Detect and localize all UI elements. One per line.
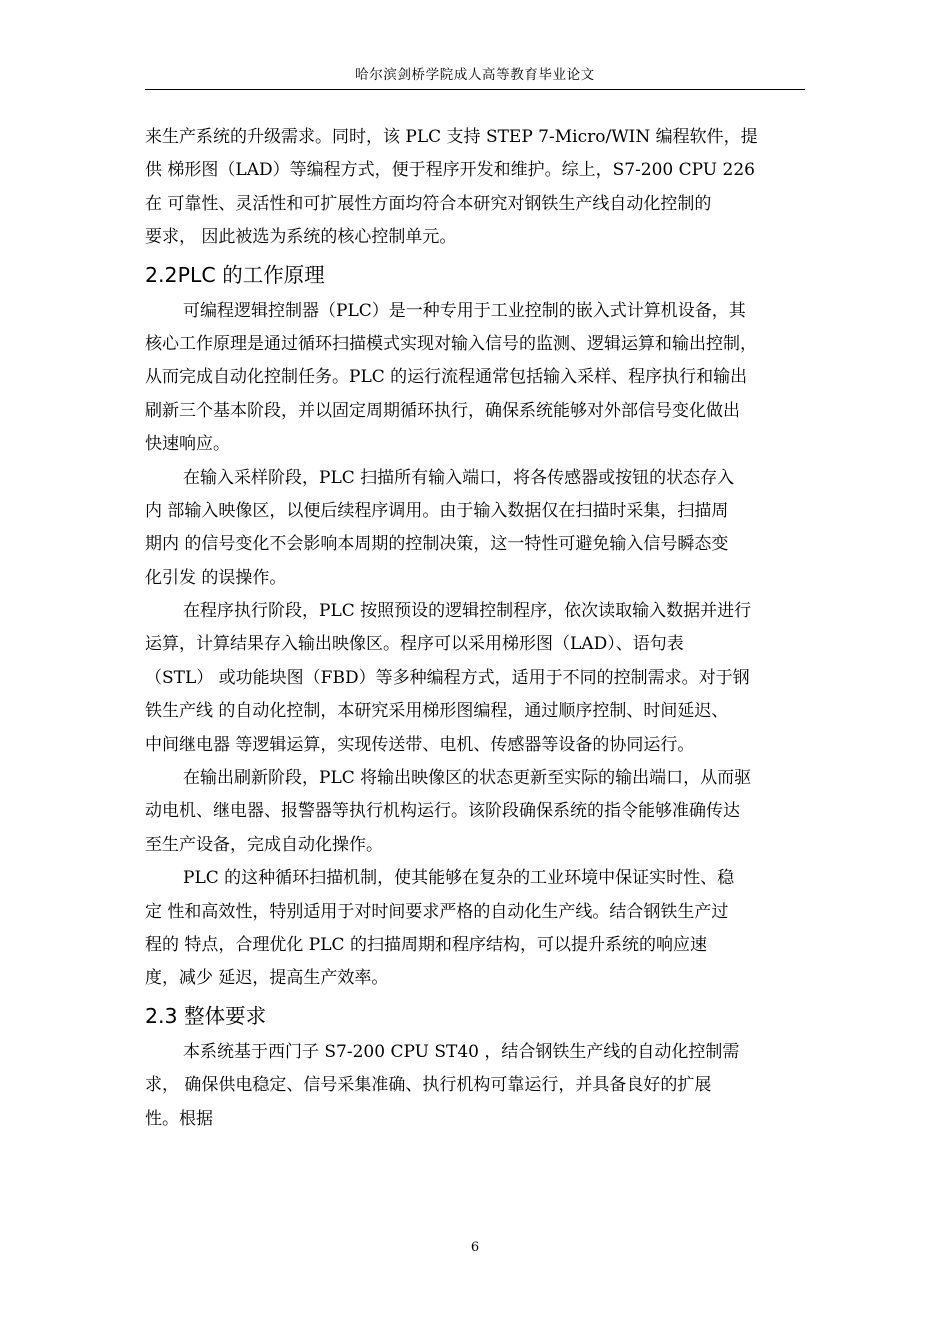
paragraph-output-refresh	[145, 762, 805, 862]
text-line: 中间继电器 等逻辑运算，实现传送带、电机、传感器等设备的协同运行。	[145, 734, 695, 755]
text-line: 铁生产线 的自动化控制，本研究采用梯形图编程，通过顺序控制、时间延迟、	[145, 701, 729, 722]
text-line: 在程序执行阶段，PLC 按照预设的逻辑控制程序，依次读取输入数据并进行	[183, 601, 752, 622]
header-divider	[145, 89, 805, 90]
text-line: 程的 特点，合理优化 PLC 的扫描周期和程序结构，可以提升系统的响应速	[145, 934, 707, 955]
text-line: 度，减少 延迟，提高生产效率。	[145, 968, 389, 989]
body-text	[145, 121, 805, 1136]
text-line: 至生产设备，完成自动化操作。	[145, 834, 383, 855]
text-line: 从而完成自动化控制任务。PLC 的运行流程通常包括输入采样、程序执行和输出	[145, 367, 748, 388]
page-number: 6	[470, 1240, 480, 1255]
page-header: 哈尔滨剑桥学院成人高等教育毕业论文	[355, 67, 595, 83]
section-heading-2-2: 2.2PLC 的工作原理	[145, 262, 325, 287]
paragraph-scan-mechanism	[145, 862, 805, 996]
text-line: （STL） 或功能块图（FBD）等多种编程方式，适用于不同的控制需求。对于钢	[145, 667, 750, 688]
text-line: 本系统基于西门子 S7-200 CPU ST40 ，结合钢铁生产线的自动化控制需	[183, 1041, 740, 1062]
paragraph-overall-requirements	[145, 1036, 805, 1136]
text-line: 可编程逻辑控制器（PLC）是一种专用于工业控制的嵌入式计算机设备，其	[183, 300, 746, 321]
text-line: 动电机、继电器、报警器等执行机构运行。该阶段确保系统的指令能够准确传达	[145, 801, 740, 822]
text-line: 在输入采样阶段，PLC 扫描所有输入端口，将各传感器或按钮的状态存入	[183, 467, 735, 488]
text-line: PLC 的这种循环扫描机制，使其能够在复杂的工业环境中保证实时性、稳	[183, 868, 735, 889]
paragraph-plc-intro	[145, 295, 805, 462]
text-line: 性。根据	[145, 1108, 213, 1129]
text-line: 快速响应。	[145, 434, 230, 455]
paragraph-program-execution	[145, 595, 805, 762]
paragraph-input-sampling	[145, 462, 805, 596]
section-heading-2-3: 2.3 整体要求	[145, 1003, 267, 1028]
text-line: 化引发 的误操作。	[145, 567, 287, 588]
text-line: 刷新三个基本阶段，并以固定周期循环执行，确保系统能够对外部信号变化做出	[145, 400, 740, 421]
text-line: 在 可靠性、灵活性和可扩展性方面均符合本研究对钢铁生产线自动化控制的	[145, 193, 712, 214]
paragraph-continuation	[145, 121, 805, 255]
text-line: 在输出刷新阶段，PLC 将输出映像区的状态更新至实际的输出端口，从而驱	[183, 768, 752, 789]
text-line: 运算，计算结果存入输出映像区。程序可以采用梯形图（LAD）、语句表	[145, 634, 684, 655]
text-line: 供 梯形图（LAD）等编程方式，便于程序开发和维护。综上，S7-200 CPU 226	[145, 160, 755, 181]
text-line: 期内 的信号变化不会影响本周期的控制决策，这一特性可避免输入信号瞬态变	[145, 534, 729, 555]
text-line: 求， 确保供电稳定、信号采集准确、执行机构可靠运行，并具备良好的扩展	[145, 1075, 712, 1096]
text-line: 内 部输入映像区，以便后续程序调用。由于输入数据仅在扫描时采集，扫描周	[145, 500, 729, 521]
text-line: 来生产系统的升级需求。同时，该 PLC 支持 STEP 7-Micro/WIN 编程软件，提	[145, 127, 758, 147]
text-line: 要求， 因此被选为系统的核心控制单元。	[145, 227, 457, 248]
text-line: 核心工作原理是通过循环扫描模式实现对输入信号的监测、逻辑运算和输出控制，	[145, 333, 757, 354]
text-line: 定 性和高效性，特别适用于对时间要求严格的自动化生产线。结合钢铁生产过	[145, 901, 729, 922]
